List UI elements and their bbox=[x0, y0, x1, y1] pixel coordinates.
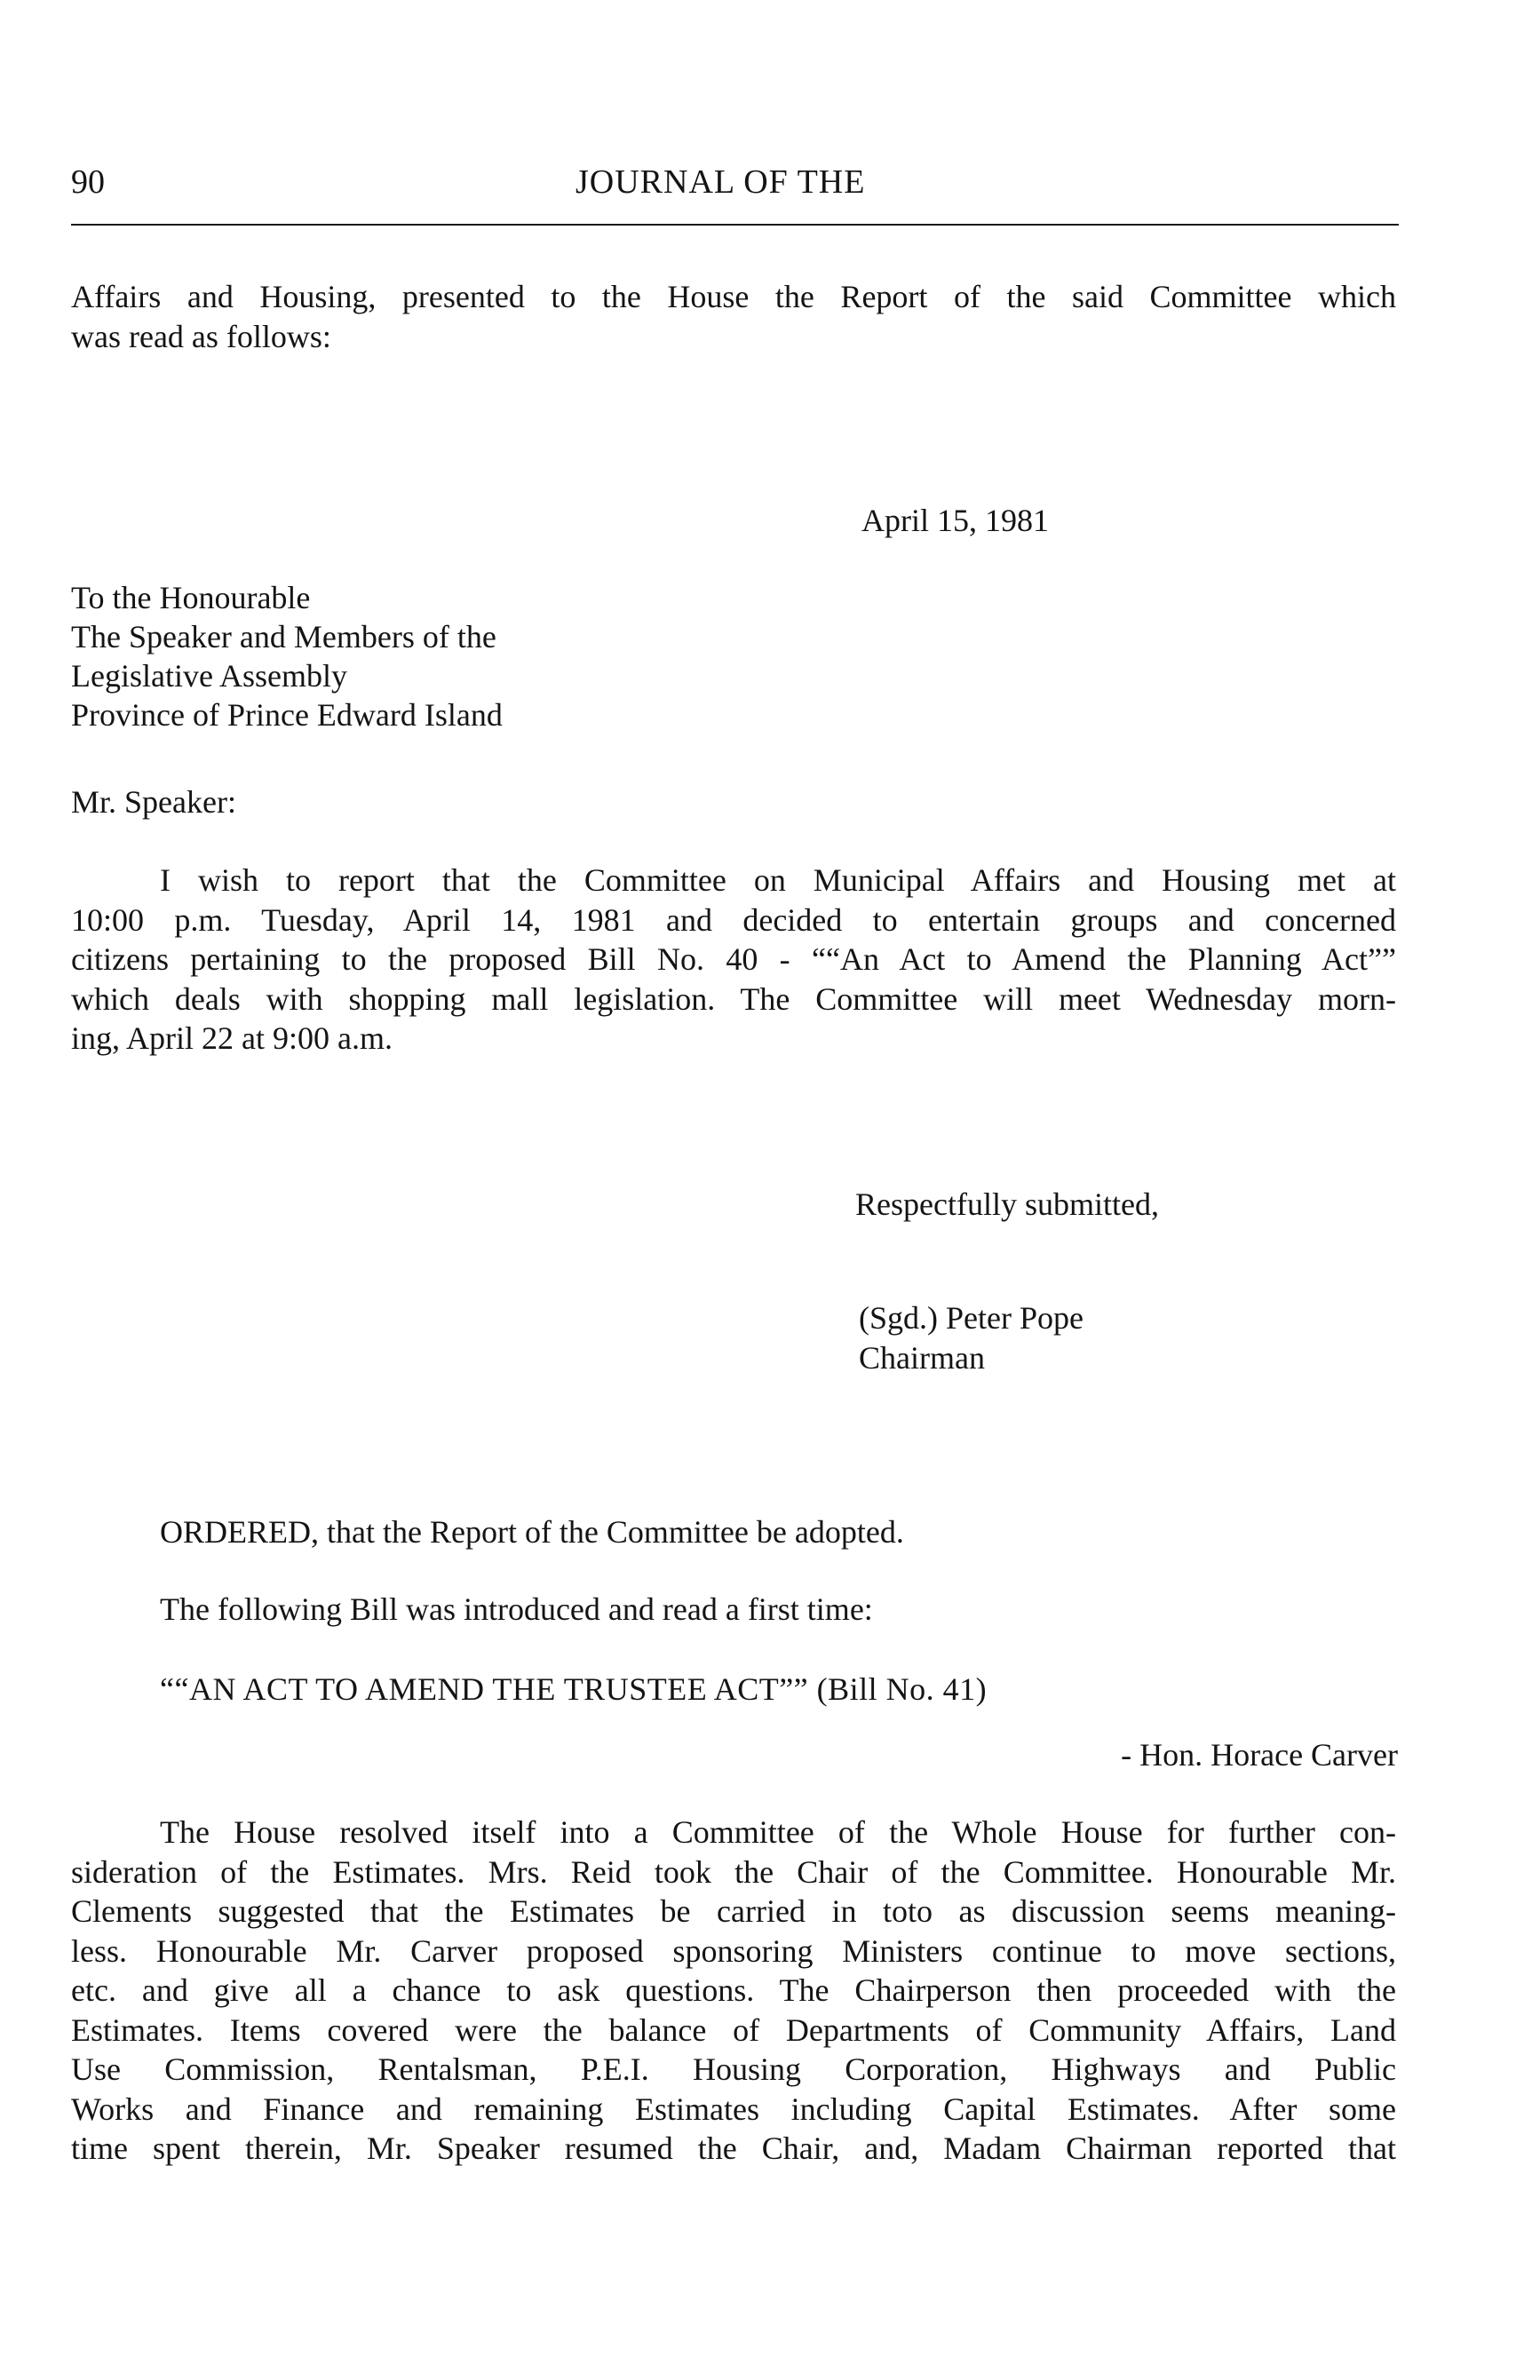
committee-line: Clements suggested that the Estimates be carried in toto as discussion seems meaning- bbox=[71, 1893, 1396, 1929]
report-body-line: I wish to report that the Committee on Municipal Affairs and Housing met at bbox=[160, 862, 1396, 898]
address-line: The Speaker and Members of the bbox=[71, 619, 496, 654]
report-body-line: citizens pertaining to the proposed Bill No. 40 - ““An Act to Amend the Planning Act”” bbox=[71, 941, 1396, 977]
signature-name: (Sgd.) Peter Pope bbox=[859, 1300, 1084, 1336]
report-body-line: 10:00 p.m. Tuesday, April 14, 1981 and decided to entertain groups and concerned bbox=[71, 901, 1396, 938]
page-number: 90 bbox=[71, 163, 105, 201]
intro-paragraph bbox=[71, 277, 1396, 356]
committee-line: Use Commission, Rentalsman, P.E.I. Housing Corporation, Highways and Public bbox=[71, 2051, 1396, 2087]
address-line: To the Honourable bbox=[71, 580, 311, 615]
report-body bbox=[71, 861, 1396, 1059]
committee-paragraph bbox=[71, 1813, 1396, 2169]
signature-title: Chairman bbox=[859, 1340, 985, 1376]
ordered-statement: ORDERED, that the Report of the Committee be adopted. bbox=[160, 1514, 904, 1550]
committee-line: Works and Finance and remaining Estimates including Capital Estimates. After some bbox=[71, 2090, 1396, 2127]
header-rule bbox=[71, 224, 1399, 226]
running-head: JOURNAL OF THE bbox=[576, 163, 866, 201]
intro-line: was read as follows: bbox=[71, 318, 331, 354]
committee-line: The House resolved itself into a Committee of the Whole House for further con- bbox=[160, 1814, 1396, 1850]
committee-line: sideration of the Estimates. Mrs. Reid took the Chair of the Committee. Honourable Mr. bbox=[71, 1853, 1396, 1890]
address-block bbox=[71, 578, 503, 734]
address-line: Province of Prince Edward Island bbox=[71, 697, 503, 733]
committee-line: Estimates. Items covered were the balance of Departments of Community Affairs, Land bbox=[71, 2011, 1396, 2048]
committee-line: less. Honourable Mr. Carver proposed sponsoring Ministers continue to move sections, bbox=[71, 1932, 1396, 1969]
bill-intro: The following Bill was introduced and read a first time: bbox=[160, 1591, 873, 1627]
report-body-line: ing, April 22 at 9:00 a.m. bbox=[71, 1020, 393, 1056]
bill-sponsor: - Hon. Horace Carver bbox=[1121, 1737, 1398, 1773]
committee-line: etc. and give all a chance to ask questions. The Chairperson then proceeded with the bbox=[71, 1972, 1396, 2008]
salutation: Mr. Speaker: bbox=[71, 784, 236, 820]
closing: Respectfully submitted, bbox=[855, 1186, 1159, 1222]
report-date: April 15, 1981 bbox=[861, 503, 1049, 538]
committee-line: time spent therein, Mr. Speaker resumed the Chair, and, Madam Chairman reported that bbox=[71, 2130, 1396, 2166]
address-line: Legislative Assembly bbox=[71, 658, 347, 694]
intro-line: Affairs and Housing, presented to the House the Report of the said Committee which bbox=[71, 279, 1396, 314]
bill-title: ““AN ACT TO AMEND THE TRUSTEE ACT”” (Bill No. 41) bbox=[160, 1671, 988, 1707]
report-body-line: which deals with shopping mall legislation. The Committee will meet Wednesday morn- bbox=[71, 980, 1396, 1017]
